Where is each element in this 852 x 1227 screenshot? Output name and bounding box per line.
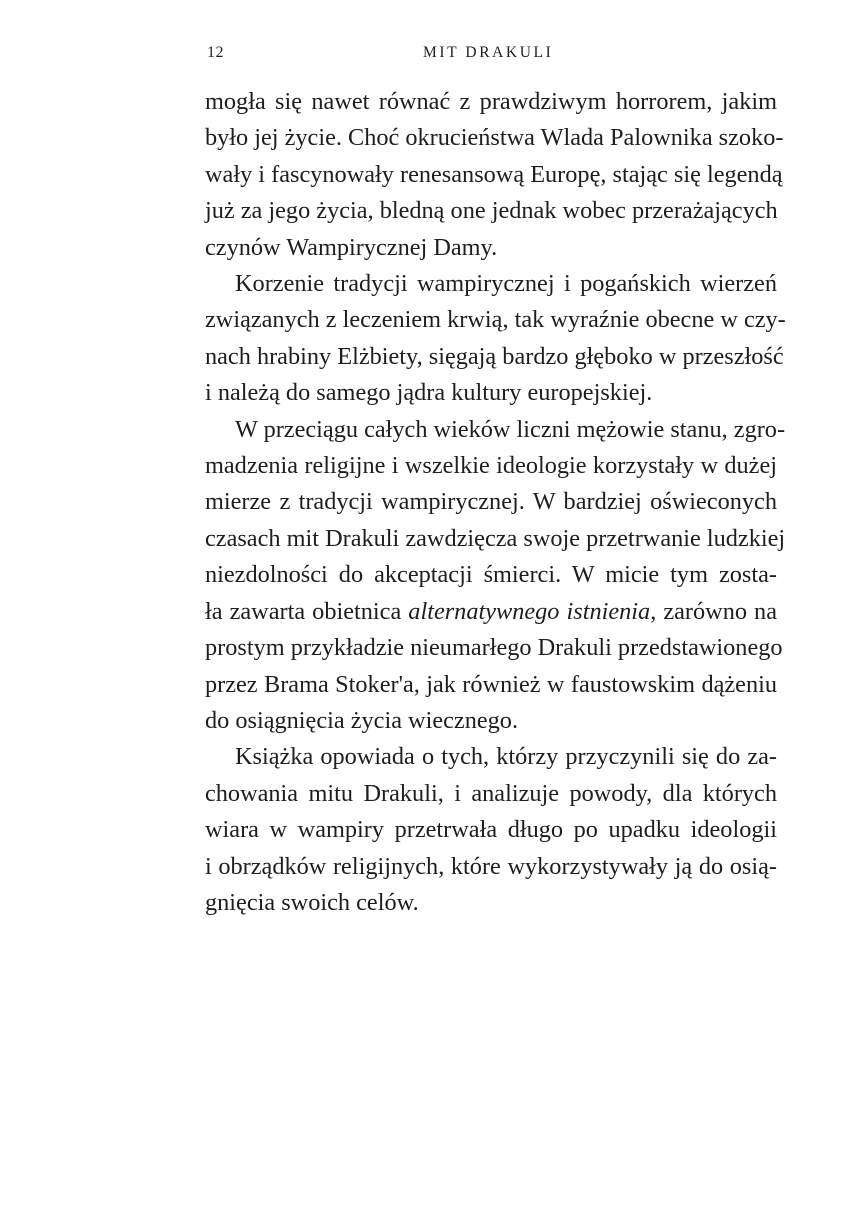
text-line: do osiągnięcia życia wiecznego. [205,706,519,734]
text-line: związanych z leczeniem krwią, tak wyraźnie obecne w czy- [205,306,786,334]
text-line: Książka opowiada o tych, którzy przyczynili się do za- [235,743,777,771]
text-line: przez Brama Stoker'a, jak również w faustowskim dążeniu [205,670,777,698]
italic-phrase: alternatywnego istnienia [408,597,651,625]
text-line: Korzenie tradycji wampirycznej i pogańskich wierzeń [235,270,777,298]
text-line: chowania mitu Drakuli, i analizuje powody, dla których [205,779,777,807]
text-line-with-italic [205,594,777,630]
paragraph [205,266,786,412]
text-segment: ła zawarta obietnica [205,597,409,625]
page-number: 12 [207,44,224,61]
running-title: MIT DRAKULI [423,44,554,61]
body-text [205,84,786,921]
text-segment: , zarówno na [650,597,777,625]
text-line: niezdolności do akceptacji śmierci. W micie tym zosta- [205,561,777,589]
paragraph [205,84,784,266]
text-line: i należą do samego jądra kultury europejskiej. [205,379,653,407]
paragraph [205,739,777,921]
text-line: prostym przykładzie nieumarłego Drakuli przedstawionego [205,634,783,662]
text-line: już za jego życia, bledną one jednak wobec przerażających [205,197,778,225]
text-line: wiara w wampiry przetrwała długo po upadku ideologii [205,816,777,844]
text-line: czynów Wampirycznej Damy. [205,233,498,261]
text-line: i obrządków religijnych, które wykorzystywały ją do osią- [205,852,777,880]
text-line: było jej życie. Choć okrucieństwa Wlada Palownika szoko- [205,124,784,152]
paragraph [205,412,786,740]
text-line: czasach mit Drakuli zawdzięcza swoje przetrwanie ludzkiej [205,524,786,552]
text-line: mogła się nawet równać z prawdziwym horrorem, jakim [205,88,777,115]
text-line: gnięcia swoich celów. [205,888,419,916]
text-line: nach hrabiny Elżbiety, sięgają bardzo głęboko w przeszłość [205,342,784,370]
text-line: W przeciągu całych wieków liczni mężowie stanu, zgro- [235,415,786,443]
text-line: mierze z tradycji wampirycznej. W bardziej oświeconych [205,488,777,516]
text-line: madzenia religijne i wszelkie ideologie korzystały w dużej [205,452,777,480]
text-line: wały i fascynowały renesansową Europę, stając się legendą [205,160,783,188]
